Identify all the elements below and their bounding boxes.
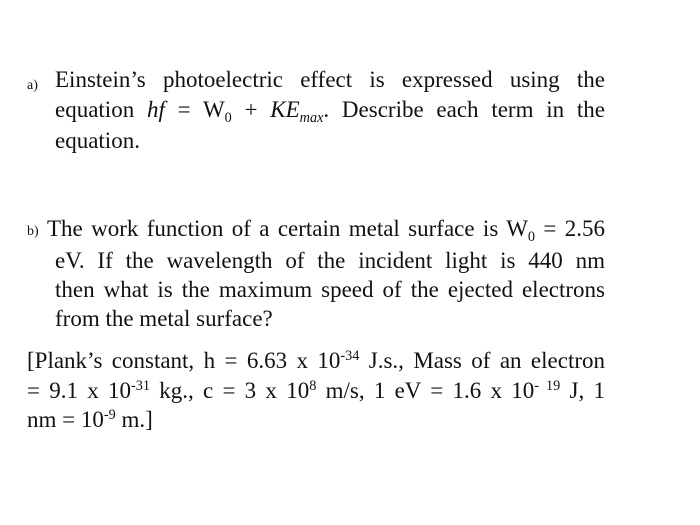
plank-constant-text: [Plank’s constant, h = 6.63 x 10 bbox=[27, 348, 341, 373]
equation-hf: hf bbox=[146, 97, 165, 122]
work-function-value: = 2.56 bbox=[535, 216, 605, 241]
question-b-label: b) bbox=[27, 224, 39, 239]
equation-suffix: . Describe each term in the bbox=[323, 97, 605, 122]
question-b-line-2: eV. If the wavelength of the incident light is 440 nm bbox=[55, 248, 605, 273]
work-function-text: The work function of a certain metal surface is W bbox=[47, 216, 528, 241]
question-b-line-3: then what is the maximum speed of the ejected electrons bbox=[55, 277, 605, 302]
equation-plus: + bbox=[231, 97, 271, 122]
speed-of-light-exponent: 8 bbox=[309, 378, 317, 395]
constants-line-3 bbox=[27, 406, 153, 434]
equation-w-subscript: 0 bbox=[224, 109, 232, 126]
question-b-line-4: from the metal surface? bbox=[55, 306, 273, 331]
speed-of-light-text: kg., c = 3 x 10 bbox=[149, 378, 310, 403]
electron-volt-exponent: - 19 bbox=[534, 378, 561, 395]
meter-unit-text: m.] bbox=[115, 407, 153, 432]
question-a-line-3: equation. bbox=[55, 128, 140, 153]
equation-ke: KE bbox=[270, 97, 300, 122]
electron-mass-label: J.s., Mass of an electron bbox=[359, 348, 605, 373]
electron-mass-value: = 9.1 x 10 bbox=[27, 378, 131, 403]
constants-line-1 bbox=[27, 347, 605, 375]
equation-prefix: equation bbox=[55, 97, 147, 122]
equation-ke-subscript: max bbox=[299, 109, 324, 126]
question-a-line-1: Einstein’s photoelectric effect is expressed using the bbox=[55, 67, 605, 92]
nanometer-text: nm = 10 bbox=[27, 407, 104, 432]
equation-equals-w: = W bbox=[164, 97, 225, 122]
question-a-line-2 bbox=[55, 96, 605, 124]
work-function-subscript: 0 bbox=[527, 228, 536, 245]
question-b-line-1 bbox=[47, 215, 605, 243]
electron-volt-text: m/s, 1 eV = 1.6 x 10 bbox=[316, 378, 535, 403]
constants-line-2 bbox=[27, 377, 605, 405]
question-a-label: a) bbox=[27, 78, 38, 93]
electron-mass-exponent: -31 bbox=[130, 378, 150, 395]
nanometer-exponent: -9 bbox=[103, 407, 116, 424]
joule-unit-text: J, 1 bbox=[560, 378, 605, 403]
plank-constant-exponent: -34 bbox=[340, 348, 360, 365]
